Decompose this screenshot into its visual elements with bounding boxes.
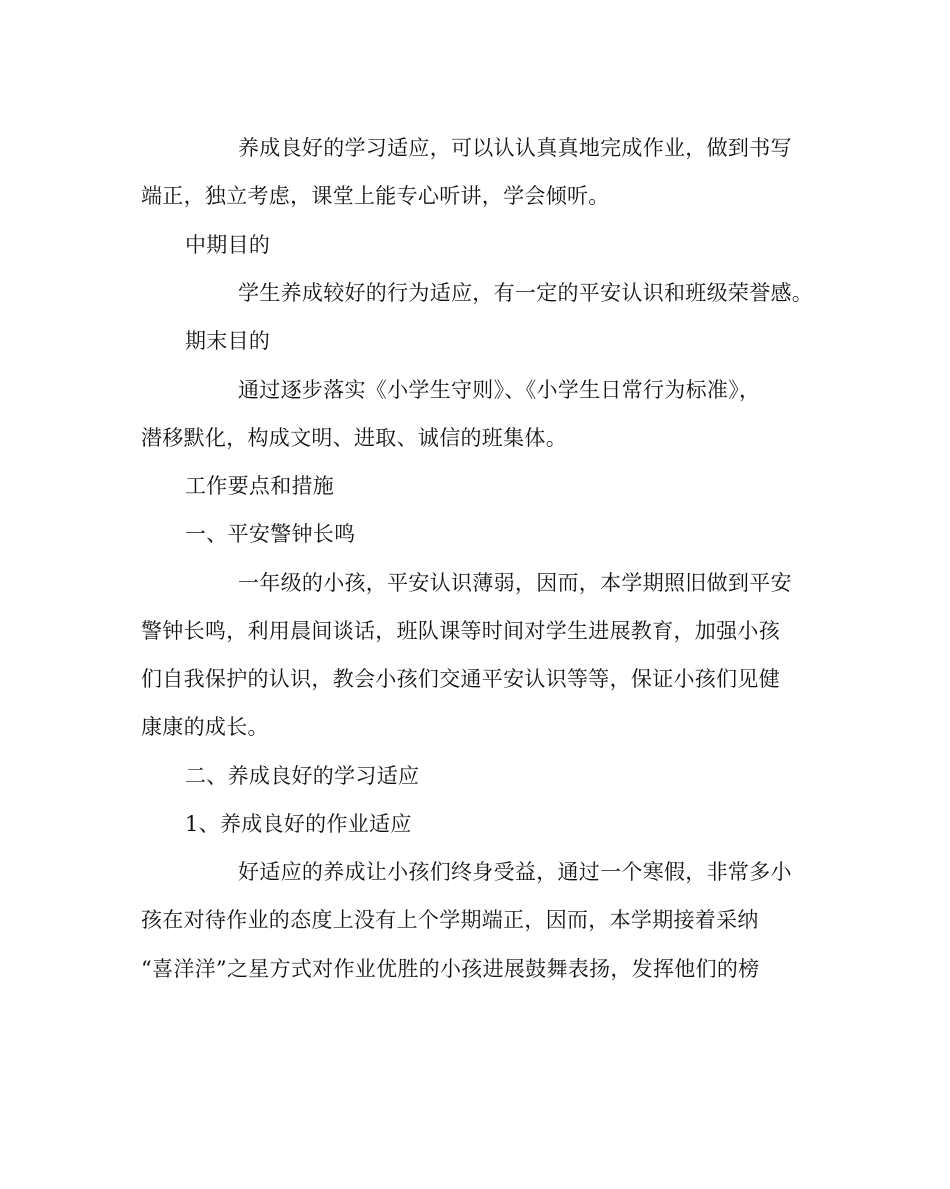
paragraph-line: 孩在对待作业的态度上没有上个学期端正，因而，本学期接着采纳 — [141, 908, 759, 932]
paragraph-line: 潜移默化，构成文明、进取、诚信的班集体。 — [141, 426, 567, 450]
paragraph-line: 一年级的小孩，平安认识薄弱，因而，本学期照旧做到平安 — [238, 571, 792, 595]
paragraph-line: 们自我保护的认识，教会小孩们交通平安认识等等，保证小孩们见健 — [141, 667, 780, 691]
paragraph-line: 好适应的养成让小孩们终身受益，通过一个寒假，非常多小 — [238, 860, 792, 884]
paragraph-line: 养成良好的学习适应，可以认认真真地完成作业，做到书写 — [238, 136, 792, 160]
paragraph-line: 通过逐步落实《小学生守则》、《小学生日常行为标准》， — [238, 378, 761, 402]
paragraph-line: 学生养成较好的行为适应，有一定的平安认识和班级荣誉感。 — [238, 281, 814, 305]
section-heading: 二、养成良好的学习适应 — [185, 764, 420, 788]
paragraph-line: 警钟长鸣，利用晨间谈话，班队课等时间对学生进展教育，加强小孩 — [141, 619, 780, 643]
paragraph-line: “喜洋洋”之星方式对作业优胜的小孩进展鼓舞表扬，发挥他们的榜 — [141, 957, 760, 981]
section-heading: 中期目的 — [185, 233, 271, 257]
paragraph-line: 康康的成长。 — [141, 715, 269, 739]
section-heading: 期末目的 — [185, 329, 271, 353]
section-heading: 1、养成良好的作业适应 — [185, 812, 412, 836]
section-heading: 工作要点和措施 — [185, 474, 335, 498]
section-heading: 一、平安警钟长鸣 — [185, 522, 356, 546]
paragraph-line: 端正，独立考虑，课堂上能专心听讲，学会倾听。 — [141, 184, 610, 208]
